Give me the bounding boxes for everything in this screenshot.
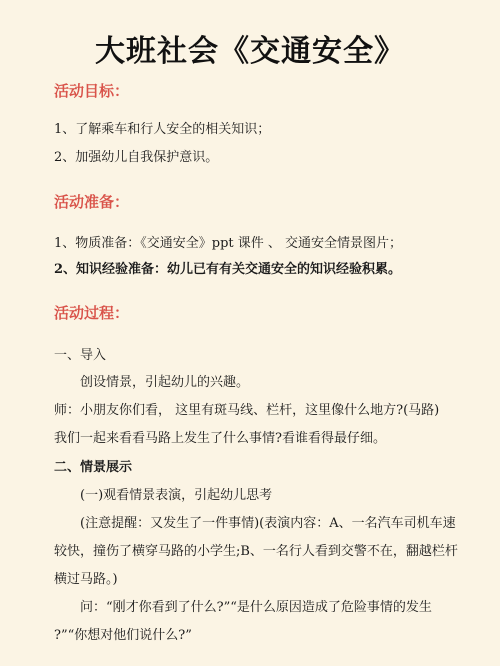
process-text: ?”“你想对他们说什么?” — [54, 628, 192, 643]
prep-item-1: 1、物质准备：《交通安全》ppt 课件 、 交通安全情景图片； — [54, 236, 403, 251]
section-heading-goals: 活动目标： — [54, 82, 130, 100]
page-title: 大班社会《交通安全》 — [95, 34, 405, 69]
process-step-scene: 二、情景展示 — [54, 460, 133, 475]
process-step-intro: 一、导入 — [54, 348, 107, 363]
section-heading-process: 活动过程： — [54, 304, 130, 322]
prep-item-2: 2、知识经验准备：幼儿已有有关交通安全的知识经验积累。 — [54, 262, 402, 277]
process-text: 较快，撞伤了横穿马路的小学生;B、一名行人看到交警不在，翻越栏杆 — [54, 544, 458, 559]
goal-item-2: 2、加强幼儿自我保护意识。 — [54, 150, 219, 165]
process-text: (一)观看情景表演，引起幼儿思考 — [80, 488, 273, 503]
goal-item-1: 1、了解乘车和行人安全的相关知识； — [54, 122, 271, 137]
process-text: 问：“刚才你看到了什么?”“是什么原因造成了危险事情的发生 — [80, 600, 432, 615]
process-text: 横过马路。) — [54, 572, 118, 587]
process-text: 师：小朋友你们看， 这里有斑马线、栏杆，这里像什么地方?(马路) — [54, 403, 440, 418]
process-text: (注意提醒：又发生了一件事情)(表演内容：A、一名汽车司机车速 — [80, 516, 456, 531]
process-text: 我们一起来看看马路上发生了什么事情?看谁看得最仔细。 — [54, 431, 386, 446]
section-heading-prep: 活动准备： — [54, 193, 130, 211]
process-text: 创设情景，引起幼儿的兴趣。 — [80, 375, 250, 390]
